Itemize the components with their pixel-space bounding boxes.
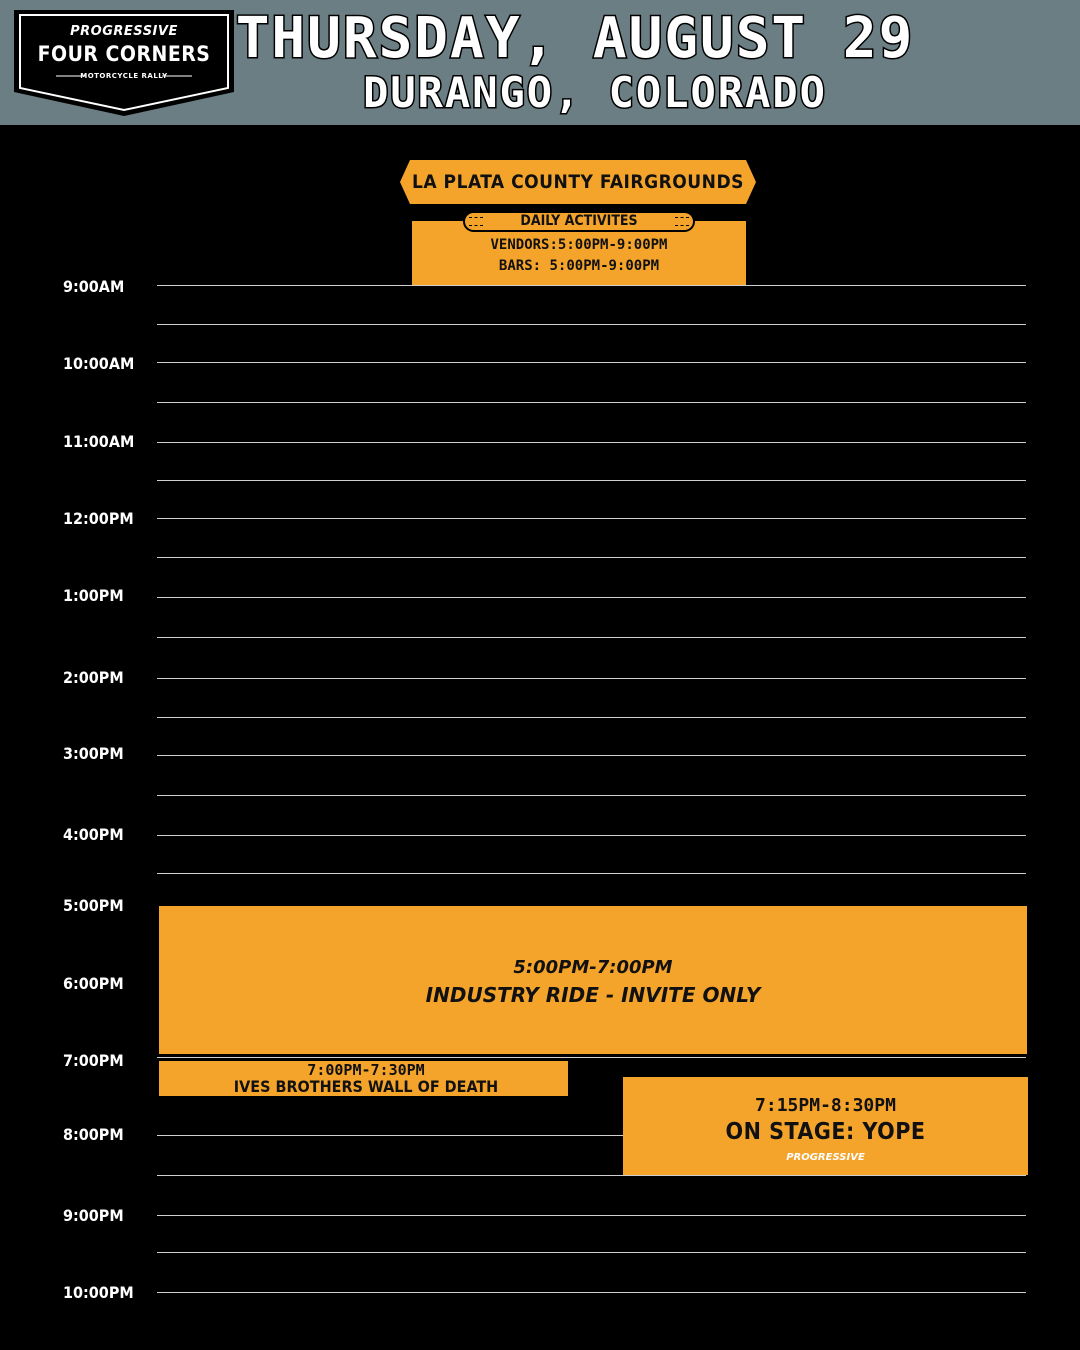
grid-line [157,873,1026,874]
grid-line [157,597,1026,598]
grid-line [157,285,1026,286]
time-label-11am: 11:00AM [63,432,135,451]
header-bar [0,0,1080,125]
event-industry-ride[interactable] [159,906,1027,1054]
time-label-9pm: 9:00PM [63,1206,124,1225]
grid-line [157,1252,1026,1253]
logo-name-text: FOUR CORNERS [37,42,211,66]
venue-name: LA PLATA COUNTY FAIRGROUNDS [411,171,744,193]
time-label-3pm: 3:00PM [63,744,124,763]
grid-line [157,1292,1026,1293]
time-label-10am: 10:00AM [63,354,135,373]
logo-subtitle-text: MOTORCYCLE RALLY [80,72,168,80]
header-date: THURSDAY, AUGUST 29 [235,6,915,71]
grid-line [157,1057,1026,1058]
time-label-10pm: 10:00PM [63,1283,134,1302]
event-sponsor-logo: PROGRESSIVE [786,1152,865,1163]
event-wall-of-death[interactable] [159,1061,568,1096]
time-label-4pm: 4:00PM [63,825,124,844]
event-title: INDUSTRY RIDE - INVITE ONLY [425,983,761,1007]
daily-vendors-hours: VENDORS:5:00PM-9:00PM [490,237,668,253]
grid-line [157,717,1026,718]
daily-bars-hours: BARS: 5:00PM-9:00PM [498,258,660,274]
grid-line [157,637,1026,638]
logo-brand-text: PROGRESSIVE [70,24,178,39]
venue-banner [400,160,756,204]
time-label-9am: 9:00AM [63,277,125,296]
rally-logo [14,10,234,118]
grid-line [157,518,1026,519]
event-time: 7:00PM-7:30PM [307,1061,425,1079]
grid-line [157,480,1026,481]
time-label-1pm: 1:00PM [63,586,124,605]
grid-line [157,678,1026,679]
event-on-stage-yope[interactable] [623,1077,1028,1175]
event-time: 5:00PM-7:00PM [513,957,673,978]
grid-line [157,795,1026,796]
grid-line [157,324,1026,325]
event-title: IVES BROTHERS WALL OF DEATH [233,1077,499,1096]
time-label-6pm: 6:00PM [63,974,124,993]
time-label-5pm: 5:00PM [63,896,124,915]
grid-line [157,755,1026,756]
header-location: DURANGO, COLORADO [363,68,827,117]
event-time: 7:15PM-8:30PM [755,1095,896,1116]
grid-line [157,442,1026,443]
grid-line [157,1215,1026,1216]
time-label-8pm: 8:00PM [63,1125,124,1144]
grid-line [157,835,1026,836]
daily-activities-title: DAILY ACTIVITES [520,213,638,229]
time-label-12pm: 12:00PM [63,509,134,528]
event-title: ON STAGE: YOPE [725,1119,926,1145]
time-label-2pm: 2:00PM [63,668,124,687]
grid-line [157,402,1026,403]
grid-line [157,1175,1026,1176]
grid-line [157,362,1026,363]
grid-line [157,557,1026,558]
time-label-7pm: 7:00PM [63,1051,124,1070]
